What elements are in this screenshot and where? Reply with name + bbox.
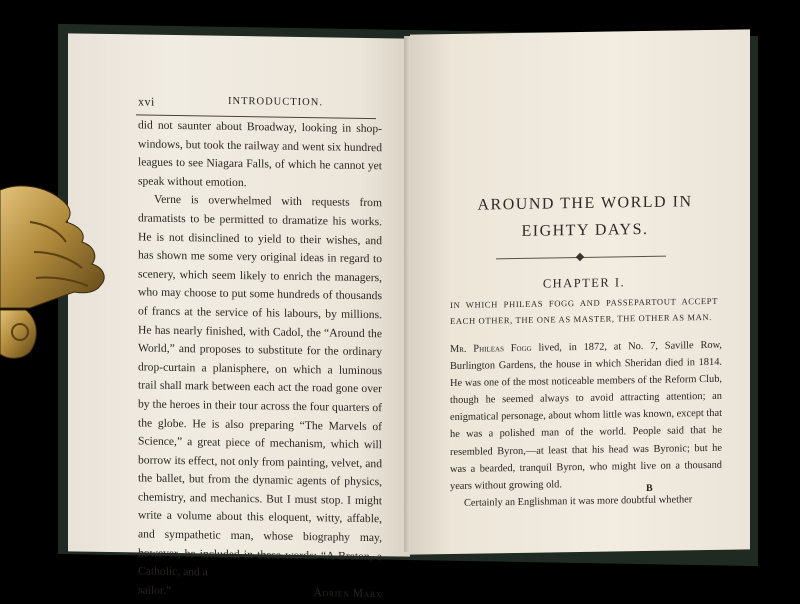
right-page — [410, 29, 750, 554]
chapter-heading: CHAPTER I. — [542, 275, 626, 291]
book-title — [450, 188, 720, 246]
left-page-text — [138, 116, 382, 603]
title-line: EIGHTY DAYS. — [521, 220, 649, 240]
lead-in: Mr. Phileas Fogg — [450, 342, 532, 356]
left-page — [68, 33, 410, 601]
chapter-synopsis: IN WHICH PHILEAS FOGG AND PASSEPARTOUT ACCEPT EACH OTHER, THE ONE AS MASTER, THE OTHER AS MAN. — [450, 295, 718, 326]
paragraph: Verne is overwhelmed with requests from dramatists to be permitted to dramatize his works. He is not disinclined to yield to their wishes, and has shown me some very original ideas in regard to scenery, which seem likely to enrich the managers, who may choose to put some hundreds of thousands of francs at the service of his labours, by millions. He has nearly finished, with Cadol, the “Around the World,” and proposes to substitute for the ordinary drop-curtain a planisphere, on which a luminous trail shall mark between each act the road gone over by the heroes in their tour across the four quarters of the globe. He is also preparing “The Marvels of Science,” a great piece of mechanism, which will borrow its effect, not only from painting, velvet, and the ballet, but from the dynamic agents of physics, chemistry, and mechanics. But I must stop. I might write a volume about this eloquent, witty, affable, and sympathetic man, whose biography may, however, be included in these words: “A Breton, a Catholic, and a — [138, 193, 382, 579]
paragraph: Certainly an Englishman it was more doubtful whether — [464, 494, 693, 509]
running-head: INTRODUCTION. — [228, 95, 323, 109]
right-page-text — [450, 337, 722, 512]
paragraph-text: lived, in 1872, at No. 7, Saville Row, Burlington Gardens, the house in which Sheridan died in 1814. He was one of the most noticeable members of the Reform Club, though he seemed always to avoid attracting attention; an enigmatical personage, about whom little was known, except that he was a polished man of the world. People said that he resembled Byron,—at least that his head was Byronic; but he was a bearded, tranquil Byron, who might live on a thousand years without growing old. — [450, 339, 722, 492]
brass-hand-bookstand — [0, 182, 112, 362]
last-line: sailor.” — [138, 583, 172, 597]
title-line: AROUND THE WORLD IN — [477, 193, 693, 214]
paragraph — [450, 337, 722, 495]
closing-line — [138, 581, 382, 603]
author-signature: Adrien Marx — [313, 586, 382, 601]
signature-mark: B — [646, 482, 653, 494]
page-number: xvi — [138, 94, 155, 109]
ornament-diamond — [576, 253, 584, 261]
paragraph: did not saunter about Broadway, looking in shop-windows, but took the railway and went six hundred leagues to see Niagara Falls, of which he cannot yet speak without emotion. — [138, 118, 382, 189]
